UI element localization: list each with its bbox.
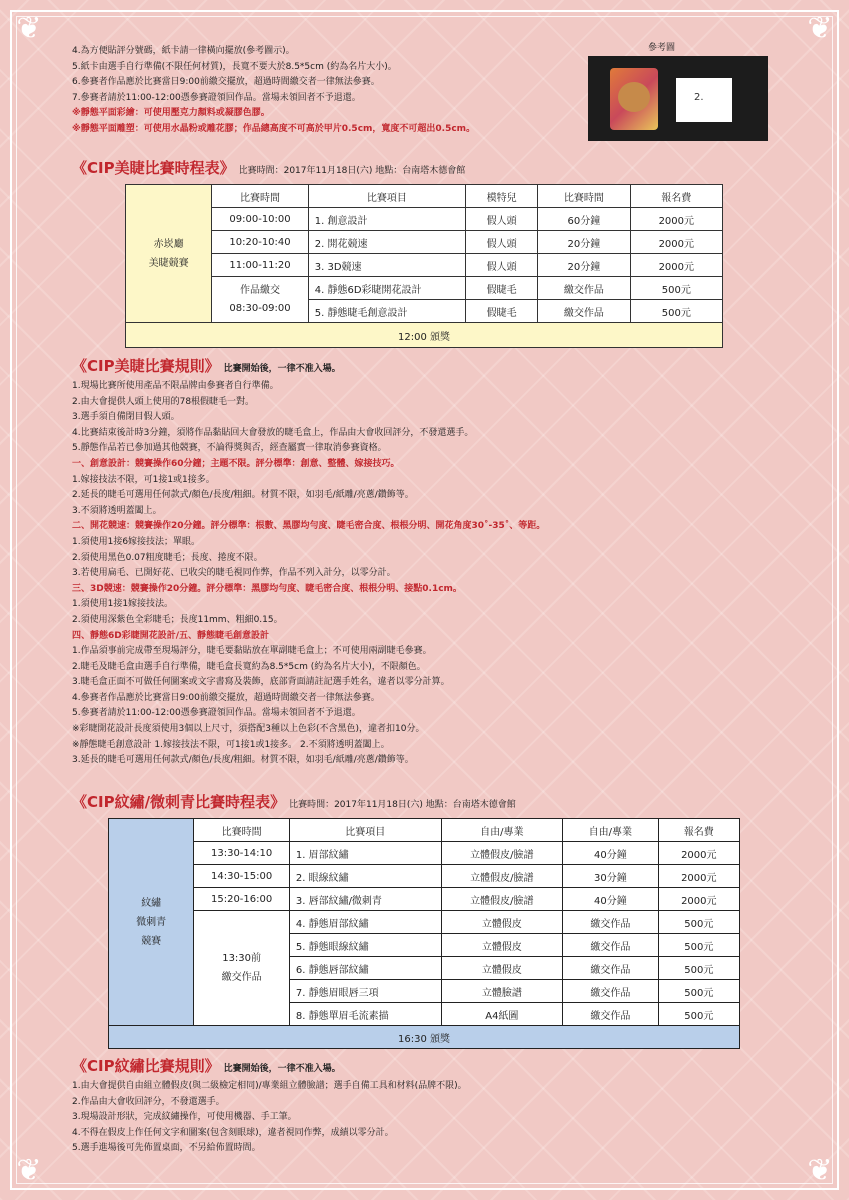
table-header: 比賽時間 <box>212 185 308 208</box>
cell-material: 立體臉譜 <box>441 980 563 1003</box>
cell-model: 假人頭 <box>466 254 538 277</box>
cell-material: 立體假皮 <box>441 911 563 934</box>
table-row <box>109 842 740 865</box>
table-header: 模特兒 <box>466 185 538 208</box>
cell-fee: 2000元 <box>630 254 722 277</box>
rule-line: 3.現場設計形狀，完成紋繡操作，可使用機器、手工筆。 <box>72 1112 297 1123</box>
cell-fee: 2000元 <box>630 208 722 231</box>
cell-duration: 繳交作品 <box>563 957 658 980</box>
cell-item: 3. 3D競速 <box>308 254 465 277</box>
tattoo-rules-section <box>72 1056 772 1157</box>
cell-item: 2. 開花競速 <box>308 231 465 254</box>
cell-fee: 500元 <box>658 980 739 1003</box>
cell-fee: 500元 <box>658 934 739 957</box>
cell-material: 立體假皮 <box>441 934 563 957</box>
rule-line: 4.參賽者作品應於比賽當日9:00前繳交擺放，超過時間繳交者一律無法參賽。 <box>72 692 380 703</box>
cell-duration: 繳交作品 <box>538 277 630 300</box>
rule-line: 2.由大會提供人頭上使用的78根假睫毛一對。 <box>72 396 255 407</box>
cell-time: 11:00-11:20 <box>212 254 308 277</box>
cell-time: 10:20-10:40 <box>212 231 308 254</box>
cell-duration: 40分鐘 <box>563 842 658 865</box>
cell-fee: 500元 <box>658 1003 739 1026</box>
cell-fee: 500元 <box>630 300 722 323</box>
tattoo-rules-title: 《CIP紋繡比賽規則》 <box>72 1057 220 1075</box>
intro-line: 4.為方便貼評分號碼，紙卡請一律橫向擺放(參考圖示)。 <box>72 46 295 56</box>
rule-line: 4.不得在假皮上作任何文字和圖案(包含刻眼球)，違者視同作弊，成績以零分計。 <box>72 1127 394 1138</box>
table-row <box>126 231 723 254</box>
lash-rules-section <box>72 356 772 769</box>
rule-line: 二、開花競速：競賽操作20分鐘。評分標準：根數、黑膠均勻度、睫毛密合度、根根分明、開花角度30˚-35˚、等距。 <box>72 521 546 532</box>
rule-line: 三、3D競速：競賽操作20分鐘。評分標準：黑膠均勻度、睫毛密合度、根根分明、接點0.1cm。 <box>72 583 462 594</box>
cell-material: 立體假皮/臉譜 <box>441 865 563 888</box>
cell-material: A4紙圖 <box>441 1003 563 1026</box>
table-header: 比賽項目 <box>289 819 441 842</box>
cell-duration: 繳交作品 <box>563 1003 658 1026</box>
cell-material: 立體假皮/臉譜 <box>441 842 563 865</box>
cell-duration: 20分鐘 <box>538 254 630 277</box>
cell-duration: 繳交作品 <box>538 300 630 323</box>
cell-fee: 2000元 <box>658 865 739 888</box>
cell-fee: 2000元 <box>658 842 739 865</box>
cell-fee: 2000元 <box>658 888 739 911</box>
table-header: 比賽時間 <box>194 819 289 842</box>
rule-line: 1.須使用1接6嫁接技法；單眼。 <box>72 536 201 547</box>
cell-item: 1. 眉部紋繡 <box>289 842 441 865</box>
rule-line: 2.須使用深紫色全彩睫毛；長度11mm、粗細0.15。 <box>72 614 283 625</box>
rule-line: 3.選手須自備閉目假人頭。 <box>72 412 180 423</box>
corner-ornament-icon: ❦ <box>807 11 833 46</box>
lash-schedule-heading <box>72 158 772 181</box>
rule-line: 3.睫毛盒正面不可做任何圖案或文字書寫及裝飾，底部背面請註記選手姓名，違者以零分計算。 <box>72 677 450 688</box>
lash-schedule-title: 《CIP美睫比賽時程表》 <box>72 159 235 177</box>
rule-line: 一、創意設計：競賽操作60分鐘；主題不限。評分標準：創意、整體、嫁接技巧。 <box>72 458 400 469</box>
cell-fee: 2000元 <box>630 231 722 254</box>
award-row: 12:00 頒獎 <box>126 323 723 348</box>
cell-fee: 500元 <box>658 911 739 934</box>
rule-line: 3.若使用扁毛、已開好花、已收尖的睫毛視同作弊，作品不列入計分，以零分計。 <box>72 568 396 579</box>
cell-item: 4. 靜態眉部紋繡 <box>289 911 441 934</box>
cell-item: 5. 靜態睫毛創意設計 <box>308 300 465 323</box>
cell-submit-time: 作品繳交 08:30-09:00 <box>212 277 308 323</box>
rule-line: 5.選手進場後可先佈置桌面，不另給佈置時間。 <box>72 1143 261 1154</box>
tattoo-rules-heading <box>72 1056 772 1079</box>
rule-line: ※彩睫開花設計長度須使用3個以上尺寸，須搭配3種以上色彩(不含黑色)，違者扣10分。 <box>72 724 425 735</box>
cell-submit-time: 13:30前 繳交作品 <box>194 911 289 1026</box>
table-row <box>126 254 723 277</box>
cell-time: 09:00-10:00 <box>212 208 308 231</box>
table-row <box>126 208 723 231</box>
lash-schedule-table <box>125 184 723 348</box>
cell-duration: 繳交作品 <box>563 980 658 1003</box>
intro-line: 6.參賽者作品應於比賽當日9:00前繳交擺放，超過時間繳交者一律無法參賽。 <box>72 77 380 88</box>
tattoo-schedule-info: 比賽時間：2017年11月18日(六) 地點：台南塔木德會館 <box>289 800 516 810</box>
table-row <box>126 277 723 300</box>
table-header: 報名費 <box>630 185 722 208</box>
cell-material: 立體假皮/臉譜 <box>441 888 563 911</box>
rule-line: 1.作品須事前完成帶至現場評分，睫毛要黏貼放在單副睫毛盒上；不可使用兩副睫毛參賽。 <box>72 646 432 657</box>
cell-fee: 500元 <box>658 957 739 980</box>
rule-line: 5.參賽者請於11:00-12:00憑參賽證領回作品。當場未領回者不予退還。 <box>72 708 361 719</box>
lash-rules-heading <box>72 356 772 379</box>
lash-rules-title: 《CIP美睫比賽規則》 <box>72 357 220 375</box>
cell-model: 假睫毛 <box>466 300 538 323</box>
award-row: 16:30 頒獎 <box>109 1026 740 1049</box>
corner-ornament-icon: ❦ <box>807 1153 833 1188</box>
intro-line: ※靜態平面彩繪：可使用壓克力顏料或凝膠色膠。 <box>72 108 270 119</box>
rule-line: 2.須使用黑色0.07粗度睫毛；長度、捲度不限。 <box>72 552 263 563</box>
cell-item: 2. 眼線紋繡 <box>289 865 441 888</box>
rule-line: 2.延長的睫毛可選用任何款式/顏色/長度/粗細。材質不限，如羽毛/紙雕/亮蔥/鑽飾等。 <box>72 490 414 501</box>
cell-duration: 30分鐘 <box>563 865 658 888</box>
rule-line: 3.延長的睫毛可選用任何款式/顏色/長度/粗細。材質不限，如羽毛/紙雕/亮蔥/鑽飾等。 <box>72 755 414 766</box>
cell-item: 7. 靜態眉眼唇三項 <box>289 980 441 1003</box>
tattoo-rules-note: 比賽開始後，一律不准入場。 <box>223 1064 341 1074</box>
tattoo-schedule-heading <box>72 792 772 815</box>
lash-schedule-info: 比賽時間：2017年11月18日(六) 地點：台南塔木德會館 <box>238 166 466 176</box>
reference-label: 參考圖 <box>648 43 676 53</box>
intro-line: ※靜態平面雕塑：可使用水晶粉或雕花膠；作品總高度不可高於甲片0.5cm，寬度不可超出0.5cm。 <box>72 123 476 134</box>
cell-item: 8. 靜態單眉毛流素描 <box>289 1003 441 1026</box>
cell-item: 3. 唇部紋繡/微刺青 <box>289 888 441 911</box>
rule-line: 1.現場比賽所使用產品不限品牌由參賽者自行準備。 <box>72 381 279 391</box>
cell-duration: 40分鐘 <box>563 888 658 911</box>
rule-line: 四、靜態6D彩睫開花設計/五、靜態睫毛創意設計 <box>72 630 270 641</box>
rule-line: 2.作品由大會收回評分，不發還選手。 <box>72 1096 225 1107</box>
tattoo-schedule-title: 《CIP紋繡/微刺青比賽時程表》 <box>72 793 286 811</box>
cell-duration: 20分鐘 <box>538 231 630 254</box>
corner-ornament-icon: ❦ <box>16 1153 42 1188</box>
table-header: 比賽項目 <box>308 185 465 208</box>
cell-fee: 500元 <box>630 277 722 300</box>
tattoo-schedule-table <box>108 818 740 1049</box>
rule-line: ※靜態睫毛創意設計 1.嫁接技法不限，可1接1或1接多。 2.不須將透明蓋闔上。 <box>72 739 390 750</box>
rule-line: 2.睫毛及睫毛盒由選手自行準備，睫毛盒長寬約為8.5*5cm (約為名片大小)，不限顏色。 <box>72 661 426 672</box>
table-header: 自由/專業 <box>441 819 563 842</box>
rule-line: 1.嫁接技法不限，可1接1或1接多。 <box>72 474 215 485</box>
cell-duration: 60分鐘 <box>538 208 630 231</box>
cell-item: 6. 靜態唇部紋繡 <box>289 957 441 980</box>
reference-card-number: 2. <box>694 92 704 103</box>
table-header: 自由/專業 <box>563 819 658 842</box>
cell-material: 立體假皮 <box>441 957 563 980</box>
cell-item: 1. 創意設計 <box>308 208 465 231</box>
rule-line: 4.比賽結束後計時3分鐘，須將作品黏貼回大會發放的睫毛盒上，作品由大會收回評分，不發還選手。 <box>72 427 474 438</box>
rule-line: 5.靜態作品若已參加過其他競賽，不論得獎與否，經查屬實一律取消參賽資格。 <box>72 443 387 454</box>
table-row <box>109 888 740 911</box>
cell-duration: 繳交作品 <box>563 911 658 934</box>
table-header: 報名費 <box>658 819 739 842</box>
cell-model: 假人頭 <box>466 208 538 231</box>
reference-image <box>588 56 768 141</box>
cell-time: 13:30-14:10 <box>194 842 289 865</box>
lash-rules-note: 比賽開始後，一律不准入場。 <box>223 364 341 374</box>
rule-line: 1.由大會提供自由組立體假皮(與二級檢定相同)/專業組立體臉譜；選手自備工具和材料(品牌不限)。 <box>72 1081 467 1091</box>
rule-line: 3.不須將透明蓋闔上。 <box>72 505 162 516</box>
rule-line: 1.須使用1接1嫁接技法。 <box>72 599 174 610</box>
table-row <box>109 911 740 934</box>
intro-line: 7.參賽者請於11:00-12:00憑參賽證領回作品。當場未領回者不予退還。 <box>72 92 361 103</box>
cell-item: 4. 靜態6D彩睫開花設計 <box>308 277 465 300</box>
cell-time: 15:20-16:00 <box>194 888 289 911</box>
cell-model: 假睫毛 <box>466 277 538 300</box>
corner-ornament-icon: ❦ <box>16 11 42 46</box>
cell-model: 假人頭 <box>466 231 538 254</box>
reference-card-blank <box>676 78 732 122</box>
lash-group-label: 赤崁廳 美睫競賽 <box>126 185 212 323</box>
cell-duration: 繳交作品 <box>563 934 658 957</box>
reference-card-art <box>610 68 658 130</box>
table-header: 比賽時間 <box>538 185 630 208</box>
table-row <box>109 865 740 888</box>
tattoo-group-label: 紋繡 微刺青 競賽 <box>109 819 194 1026</box>
intro-line: 5.紙卡由選手自行準備(不限任何材質)，長寬不要大於8.5*5cm (約為名片大小)。 <box>72 61 397 72</box>
cell-item: 5. 靜態眼線紋繡 <box>289 934 441 957</box>
cell-time: 14:30-15:00 <box>194 865 289 888</box>
